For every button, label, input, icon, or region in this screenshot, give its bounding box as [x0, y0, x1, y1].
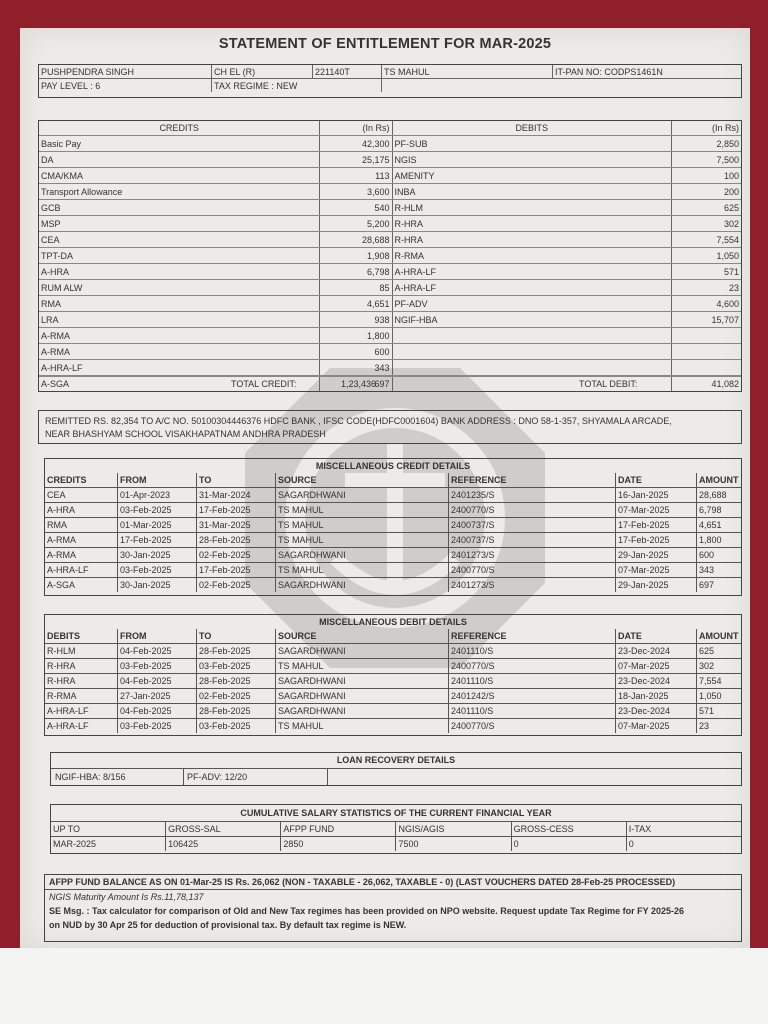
- credit-value: 697: [320, 376, 392, 392]
- misc-credit-caption: MISCELLANEOUS CREDIT DETAILS: [315, 461, 471, 471]
- credit-label: DA: [39, 152, 320, 168]
- member-rank: CH EL (R): [212, 65, 313, 79]
- table-cell: TS MAHUL: [276, 518, 449, 533]
- table-cell: 03-Feb-2025: [118, 659, 197, 674]
- stats-value-row: [51, 837, 741, 852]
- credit-value: 3,600: [320, 184, 392, 200]
- table-row: [45, 548, 741, 563]
- table-cell: SAGARDHWANI: [276, 674, 449, 689]
- table-cell: 2401110/S: [449, 674, 616, 689]
- table-cell: CEA: [45, 488, 118, 503]
- debit-value: 625: [671, 200, 741, 216]
- column-header: AMOUNT: [697, 473, 742, 488]
- table-cell: TS MAHUL: [276, 503, 449, 518]
- member-number: 221140T: [313, 65, 382, 79]
- page-title: STATEMENT OF ENTITLEMENT FOR MAR-2025: [218, 36, 552, 52]
- stats-value: 0: [511, 837, 626, 852]
- ngis-maturity: NGIS Maturity Amount Is Rs.11,78,137: [49, 892, 204, 902]
- stats-header-row: [51, 822, 741, 837]
- debit-label: [392, 360, 671, 376]
- table-cell: 343: [697, 563, 742, 578]
- se-message-1: SE Msg. : Tax calculator for comparison of Old and New Tax regimes has been provided on NPO website. Request update Tax Regime for FY 2025-26: [49, 906, 684, 916]
- credit-debit-row: [39, 136, 741, 152]
- total-credit-label: TOTAL CREDIT:: [231, 379, 297, 389]
- loan-item-pf-adv: PF-ADV: 12/20: [187, 769, 328, 785]
- credits-unit: (In Rs): [320, 121, 392, 136]
- column-header: REFERENCE: [449, 473, 616, 488]
- credit-value: 1,908: [320, 248, 392, 264]
- table-cell: SAGARDHWANI: [276, 578, 449, 593]
- table-cell: 17-Feb-2025: [197, 563, 276, 578]
- credit-debit-row: [39, 328, 741, 344]
- table-cell: A-HRA: [45, 503, 118, 518]
- table-cell: 07-Mar-2025: [616, 563, 697, 578]
- table-cell: 600: [697, 548, 742, 563]
- table-cell: 2400770/S: [449, 719, 616, 734]
- debit-label: AMENITY: [392, 168, 671, 184]
- remittance-line-2: NEAR BHASHYAM SCHOOL VISAKHAPATNAM ANDHRA PRADESH: [45, 429, 326, 439]
- debits-unit: (In Rs): [671, 121, 741, 136]
- table-cell: 03-Feb-2025: [118, 503, 197, 518]
- table-cell: SAGARDHWANI: [276, 644, 449, 659]
- table-row: [45, 704, 741, 719]
- debit-label: [392, 328, 671, 344]
- debit-value: 7,500: [671, 152, 741, 168]
- debit-value: [671, 328, 741, 344]
- table-cell: TS MAHUL: [276, 719, 449, 734]
- loan-item-ngif: NGIF-HBA: 8/156: [55, 769, 184, 785]
- debit-value: 302: [671, 216, 741, 232]
- debit-value: 1,050: [671, 248, 741, 264]
- credit-value: 85: [320, 280, 392, 296]
- debit-value: 4,600: [671, 296, 741, 312]
- credit-debit-row: [39, 152, 741, 168]
- table-row: [45, 533, 741, 548]
- credit-label: GCB: [39, 200, 320, 216]
- table-cell: 2400737/S: [449, 533, 616, 548]
- debit-label: PF-ADV: [392, 296, 671, 312]
- loan-recovery-caption: LOAN RECOVERY DETAILS: [51, 753, 741, 769]
- credit-value: 42,300: [320, 136, 392, 152]
- debit-value: [671, 344, 741, 360]
- stats-value: MAR-2025: [51, 837, 166, 852]
- table-cell: A-RMA: [45, 533, 118, 548]
- remittance-box: [38, 410, 742, 444]
- member-unit: TS MAHUL: [382, 65, 553, 79]
- column-header: TO: [197, 629, 276, 644]
- column-header: FROM: [118, 473, 197, 488]
- table-cell: 23-Dec-2024: [616, 674, 697, 689]
- credit-label: CMA/KMA: [39, 168, 320, 184]
- table-row: [45, 689, 741, 704]
- total-credit-value: 1,23,436: [341, 379, 377, 389]
- table-cell: 2400770/S: [449, 659, 616, 674]
- afpp-balance: AFPP FUND BALANCE AS ON 01-Mar-25 IS Rs. 26,062 (NON - TAXABLE - 26,062, TAXABLE - 0) (LAST VOUCHERS DATED 28-Feb-25 PROCESSED): [45, 875, 741, 890]
- table-cell: 1,050: [697, 689, 742, 704]
- debit-label: NGIS: [392, 152, 671, 168]
- table-cell: R-HLM: [45, 644, 118, 659]
- total-debit-label: TOTAL DEBIT:: [579, 379, 638, 389]
- table-cell: 27-Jan-2025: [118, 689, 197, 704]
- table-cell: 28-Feb-2025: [197, 644, 276, 659]
- stats-value: 106425: [166, 837, 281, 852]
- table-cell: 23-Dec-2024: [616, 704, 697, 719]
- credit-label: A-HRA: [39, 264, 320, 280]
- credit-value: 600: [320, 344, 392, 360]
- credit-label: MSP: [39, 216, 320, 232]
- stats-column-header: GROSS-CESS: [511, 822, 626, 837]
- table-cell: 17-Feb-2025: [118, 533, 197, 548]
- table-header-row: [45, 629, 741, 644]
- table-cell: 17-Feb-2025: [616, 533, 697, 548]
- pay-level: PAY LEVEL : 6: [39, 79, 212, 93]
- stats-value: 0: [628, 839, 634, 849]
- table-row: [45, 674, 741, 689]
- credit-debit-row: [39, 200, 741, 216]
- debit-label: A-HRA-LF: [392, 264, 671, 280]
- column-header: AMOUNT: [697, 629, 742, 644]
- table-cell: A-HRA-LF: [45, 719, 118, 734]
- table-cell: 2401273/S: [449, 548, 616, 563]
- tax-regime: TAX REGIME : NEW: [212, 79, 382, 93]
- table-cell: 01-Apr-2023: [118, 488, 197, 503]
- table-cell: 18-Jan-2025: [616, 689, 697, 704]
- stats-column-header: I-TAX: [626, 822, 741, 837]
- table-cell: 28-Feb-2025: [197, 533, 276, 548]
- column-header: CREDITS: [45, 473, 118, 488]
- table-cell: 16-Jan-2025: [616, 488, 697, 503]
- credit-value: 28,688: [320, 232, 392, 248]
- table-cell: 29-Jan-2025: [616, 578, 697, 593]
- table-cell: SAGARDHWANI: [276, 548, 449, 563]
- table-cell: TS MAHUL: [276, 563, 449, 578]
- misc-debit-caption: MISCELLANEOUS DEBIT DETAILS: [319, 617, 467, 627]
- debit-label: R-HLM: [392, 200, 671, 216]
- credits-heading: CREDITS: [39, 121, 320, 136]
- table-cell: 30-Jan-2025: [118, 578, 197, 593]
- stats-value: 2850: [281, 837, 396, 852]
- column-header: SOURCE: [276, 473, 449, 488]
- credit-debit-row: [39, 312, 741, 328]
- credit-label: A-RMA: [39, 344, 320, 360]
- credit-label: LRA: [39, 312, 320, 328]
- stats-column-header: UP TO: [51, 822, 166, 837]
- debit-label: INBA: [392, 184, 671, 200]
- table-cell: 03-Feb-2025: [118, 563, 197, 578]
- credit-value: 113: [320, 168, 392, 184]
- cumulative-stats-box: [50, 804, 742, 854]
- column-header: DEBITS: [45, 629, 118, 644]
- table-cell: 07-Mar-2025: [616, 659, 697, 674]
- table-row: [45, 644, 741, 659]
- table-cell: SAGARDHWANI: [276, 704, 449, 719]
- credit-label: RUM ALW: [39, 280, 320, 296]
- table-cell: 2400770/S: [449, 503, 616, 518]
- table-cell: 2400737/S: [449, 518, 616, 533]
- table-cell: TS MAHUL: [276, 533, 449, 548]
- column-header: SOURCE: [276, 629, 449, 644]
- table-cell: 28-Feb-2025: [197, 674, 276, 689]
- table-row: [45, 563, 741, 578]
- credit-label: CEA: [39, 232, 320, 248]
- stats-column-header: AFPP FUND: [281, 822, 396, 837]
- loan-recovery-box: [50, 752, 742, 786]
- table-cell: 7,554: [697, 674, 742, 689]
- table-cell: 03-Feb-2025: [197, 659, 276, 674]
- table-cell: 2400770/S: [449, 563, 616, 578]
- member-pan: IT-PAN NO: CODPS1461N: [553, 65, 742, 79]
- column-header: REFERENCE: [449, 629, 616, 644]
- se-message-2: on NUD by 30 Apr 25 for deduction of provisional tax. By default tax regime is NEW.: [49, 920, 407, 930]
- table-cell: R-HRA: [45, 674, 118, 689]
- table-cell: R-RMA: [45, 689, 118, 704]
- credit-value: 5,200: [320, 216, 392, 232]
- credit-debit-row: [39, 184, 741, 200]
- member-name: PUSHPENDRA SINGH: [39, 65, 212, 79]
- credits-debits-box: [38, 120, 742, 392]
- credit-debit-row: [39, 248, 741, 264]
- table-cell: SAGARDHWANI: [276, 488, 449, 503]
- debit-label: [392, 344, 671, 360]
- table-cell: 07-Mar-2025: [616, 503, 697, 518]
- credit-value: 938: [320, 312, 392, 328]
- credit-debit-row: [39, 280, 741, 296]
- table-cell: 02-Feb-2025: [197, 548, 276, 563]
- table-row: [45, 659, 741, 674]
- credit-label: A-HRA-LF: [39, 360, 320, 376]
- debit-value: 2,850: [671, 136, 741, 152]
- credit-debit-row: [39, 168, 741, 184]
- total-debit-value: 41,082: [711, 379, 739, 389]
- personal-details-box: [38, 64, 742, 98]
- debit-label: R-HRA: [392, 232, 671, 248]
- table-cell: SAGARDHWANI: [276, 689, 449, 704]
- table-cell: 23-Dec-2024: [616, 644, 697, 659]
- table-cell: 6,798: [697, 503, 742, 518]
- table-cell: 23: [699, 721, 710, 731]
- debit-value: 23: [671, 280, 741, 296]
- table-cell: 31-Mar-2025: [197, 518, 276, 533]
- table-cell: 625: [697, 644, 742, 659]
- table-cell: A-RMA: [45, 548, 118, 563]
- footer-box: [44, 874, 742, 942]
- credit-label: TPT-DA: [39, 248, 320, 264]
- table-cell: 04-Feb-2025: [118, 704, 197, 719]
- table-cell: 17-Feb-2025: [616, 518, 697, 533]
- table-cell: RMA: [45, 518, 118, 533]
- table-cell: 29-Jan-2025: [616, 548, 697, 563]
- credit-value: 25,175: [320, 152, 392, 168]
- debit-label: PF-SUB: [392, 136, 671, 152]
- table-cell: 28-Feb-2025: [197, 704, 276, 719]
- credit-label: Transport Allowance: [39, 184, 320, 200]
- credit-value: 6,798: [320, 264, 392, 280]
- statement-sheet: [20, 28, 750, 948]
- table-cell: 2401235/S: [449, 488, 616, 503]
- table-row: [45, 719, 741, 734]
- table-cell: 2401242/S: [449, 689, 616, 704]
- table-cell: 2401273/S: [449, 578, 616, 593]
- credit-value: 4,651: [320, 296, 392, 312]
- table-cell: 17-Feb-2025: [197, 503, 276, 518]
- credit-value: 343: [320, 360, 392, 376]
- table-cell: 28,688: [697, 488, 742, 503]
- table-cell: 04-Feb-2025: [118, 674, 197, 689]
- credit-label: Basic Pay: [39, 136, 320, 152]
- credit-debit-row: [39, 216, 741, 232]
- cumulative-caption: CUMULATIVE SALARY STATISTICS OF THE CURRENT FINANCIAL YEAR: [51, 805, 741, 822]
- misc-debit-box: [44, 614, 742, 736]
- debit-label: R-RMA: [392, 248, 671, 264]
- background-surface: [0, 948, 768, 1024]
- debit-label: A-HRA-LF: [392, 280, 671, 296]
- table-cell: 01-Mar-2025: [118, 518, 197, 533]
- stats-column-header: GROSS-SAL: [166, 822, 281, 837]
- stats-value: 7500: [396, 837, 511, 852]
- remittance-line-1: REMITTED RS. 82,354 TO A/C NO. 50100304446376 HDFC BANK , IFSC CODE(HDFC0001604) BANK ADDRESS : DNO 58-1-357, SHYAMALA ARCADE,: [45, 416, 672, 426]
- table-cell: 04-Feb-2025: [118, 644, 197, 659]
- table-cell: A-HRA-LF: [45, 563, 118, 578]
- misc-credit-box: [44, 458, 742, 596]
- column-header: TO: [197, 473, 276, 488]
- table-row: [45, 488, 741, 503]
- credit-debit-row: [39, 264, 741, 280]
- table-cell: 4,651: [697, 518, 742, 533]
- credit-value: 540: [320, 200, 392, 216]
- debit-label: R-HRA: [392, 216, 671, 232]
- credit-label: A-RMA: [39, 328, 320, 344]
- debit-value: 200: [671, 184, 741, 200]
- table-cell: R-HRA: [45, 659, 118, 674]
- table-cell: A-SGA: [45, 578, 118, 593]
- table-cell: 2401110/S: [449, 644, 616, 659]
- table-cell: 1,800: [697, 533, 742, 548]
- table-row: [45, 518, 741, 533]
- table-cell: TS MAHUL: [276, 659, 449, 674]
- column-header: DATE: [616, 629, 697, 644]
- debit-value: 7,554: [671, 232, 741, 248]
- column-header: DATE: [616, 473, 697, 488]
- credit-debit-row: [39, 360, 741, 376]
- table-cell: 07-Mar-2025: [616, 719, 697, 734]
- credit-value: 1,800: [320, 328, 392, 344]
- credit-debit-row: [39, 296, 741, 312]
- table-cell: 03-Feb-2025: [118, 719, 197, 734]
- debit-label: NGIF-HBA: [392, 312, 671, 328]
- table-cell: 2401110/S: [449, 704, 616, 719]
- table-cell: 30-Jan-2025: [118, 548, 197, 563]
- table-cell: 31-Mar-2024: [197, 488, 276, 503]
- table-row: [45, 503, 741, 518]
- table-cell: 02-Feb-2025: [197, 578, 276, 593]
- credit-label: A-SGA: [39, 376, 320, 392]
- credit-debit-row: [39, 232, 741, 248]
- debit-value: 100: [671, 168, 741, 184]
- debit-value: 571: [671, 264, 741, 280]
- column-header: FROM: [118, 629, 197, 644]
- debit-value: [671, 360, 741, 376]
- table-cell: A-HRA-LF: [45, 704, 118, 719]
- stats-column-header: NGIS/AGIS: [396, 822, 511, 837]
- debits-heading: DEBITS: [392, 121, 671, 136]
- table-cell: 03-Feb-2025: [197, 719, 276, 734]
- table-cell: 697: [699, 580, 715, 590]
- table-cell: 302: [697, 659, 742, 674]
- table-row: [45, 578, 741, 593]
- credit-label: RMA: [39, 296, 320, 312]
- debit-value: 15,707: [671, 312, 741, 328]
- table-header-row: [45, 473, 741, 488]
- credit-debit-row: [39, 344, 741, 360]
- table-cell: 02-Feb-2025: [197, 689, 276, 704]
- table-cell: 571: [697, 704, 742, 719]
